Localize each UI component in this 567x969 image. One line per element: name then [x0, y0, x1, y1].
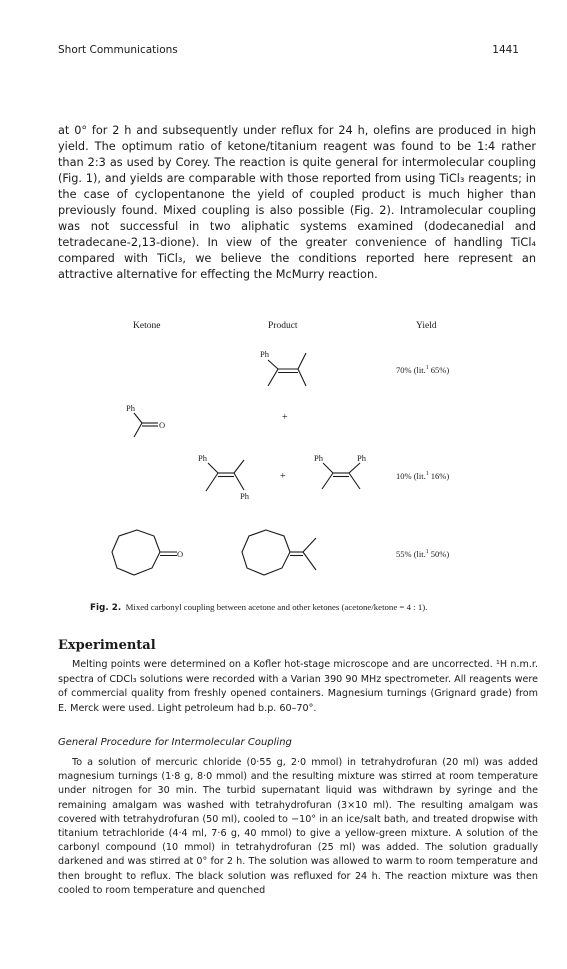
cycloheptanone-structure — [112, 530, 177, 575]
product-3-structure — [322, 463, 360, 489]
subsection-heading: General Procedure for Intermolecular Coupling — [58, 737, 292, 748]
oxygen-label: O — [159, 420, 166, 430]
section-heading: Experimental — [58, 638, 156, 653]
running-header: Short Communications — [58, 44, 178, 56]
ph-label: Ph — [260, 349, 269, 359]
figure-caption — [90, 602, 427, 613]
product-1-structure — [268, 353, 306, 386]
ph-label: Ph — [357, 453, 366, 463]
ph-label: Ph — [240, 491, 249, 501]
ph-label: Ph — [198, 453, 207, 463]
plus-sign: + — [282, 412, 288, 423]
product-4-structure — [242, 530, 316, 575]
experimental-paragraph: Melting points were determined on a Kofler hot-stage microscope and are uncorrected. ¹H n.m.r. spectra of CDCl₃ solutions were recorded with a Varian 390 90 MHz spectrometer. All reagents were of commercial quality from freshly opened containers. Magnesium turnings (Grignard grade) from E. Merck were used. Light petroleum had b.p. 60–70°. — [58, 659, 538, 714]
figure-2 — [0, 300, 567, 630]
product-2-structure — [206, 460, 244, 491]
ph-label: Ph — [314, 453, 323, 463]
figure-caption-text: Mixed carbonyl coupling between acetone and other ketones (acetone/ketone = 4 : 1). — [125, 602, 428, 612]
figure-caption-label: Fig. 2. — [90, 603, 122, 613]
yield-2: 10% (lit.$^1$ 16%) — [396, 471, 450, 481]
procedure-paragraph: To a solution of mercuric chloride (0·55 g, 2·0 mmol) in tetrahydrofuran (20 ml) was added magnesium turnings (1·8 g, 8·0 mmol) and the resulting mixture was stirred at room temperature under nitrogen for 30 min. The turbid supernatant liquid was withdrawn by syringe and the remaining amalgam was washed with tetrahydrofuran (3×10 ml). The resulting amalgam was covered with tetrahydrofuran (50 ml), cooled to −10° in an ice/salt bath, and treated dropwise with titanium tetrachloride (4·4 ml, 7·6 g, 40 mmol) to give a yellow-green mixture. A solution of the carbonyl compound (10 mmol) in tetrahydrofuran (25 ml) was added. The solution gradually darkened and was stirred at 0° for 2 h. The solution was allowed to warm to room temperature and then brought to reflux. The black solution was refluxed for 24 h. The reaction mixture was then cooled to room temperature and quenched — [58, 757, 538, 896]
column-header-yield: Yield — [416, 321, 437, 331]
yield-3: 55% (lit.$^1$ 50%) — [396, 549, 450, 559]
column-header-ketone: Ketone — [133, 321, 161, 331]
acetophenone-structure — [134, 413, 158, 437]
intro-paragraph: at 0° for 2 h and subsequently under reflux for 24 h, olefins are produced in high yield. The optimum ratio of ketone/titanium reagent was found to be 1:4 rather than 2:3 as used by Corey. The reaction is quite general for intermolecular coupling (Fig. 1), and yields are comparable with those reported from using TiCl₃ reagents; in the case of cyclopentanone the yield of coupled product is much higher than previously found. Mixed coupling is also possible (Fig. 2). Intramolecular coupling was not successful in two aliphatic systems examined (dodecanedial and tetradecane-2,13-dione). In view of the greater convenience of handling TiCl₄ compared with TiCl₃, we believe the conditions reported here represent an attractive alternative for effecting the McMurry reaction. — [58, 124, 536, 281]
reaction-scheme — [0, 300, 567, 630]
oxygen-label: O — [177, 549, 184, 559]
ph-label: Ph — [126, 403, 135, 413]
column-header-product: Product — [268, 321, 298, 331]
page-number: 1441 — [492, 44, 519, 56]
plus-sign: + — [280, 471, 286, 482]
yield-1: 70% (lit.$^1$ 65%) — [396, 365, 450, 375]
